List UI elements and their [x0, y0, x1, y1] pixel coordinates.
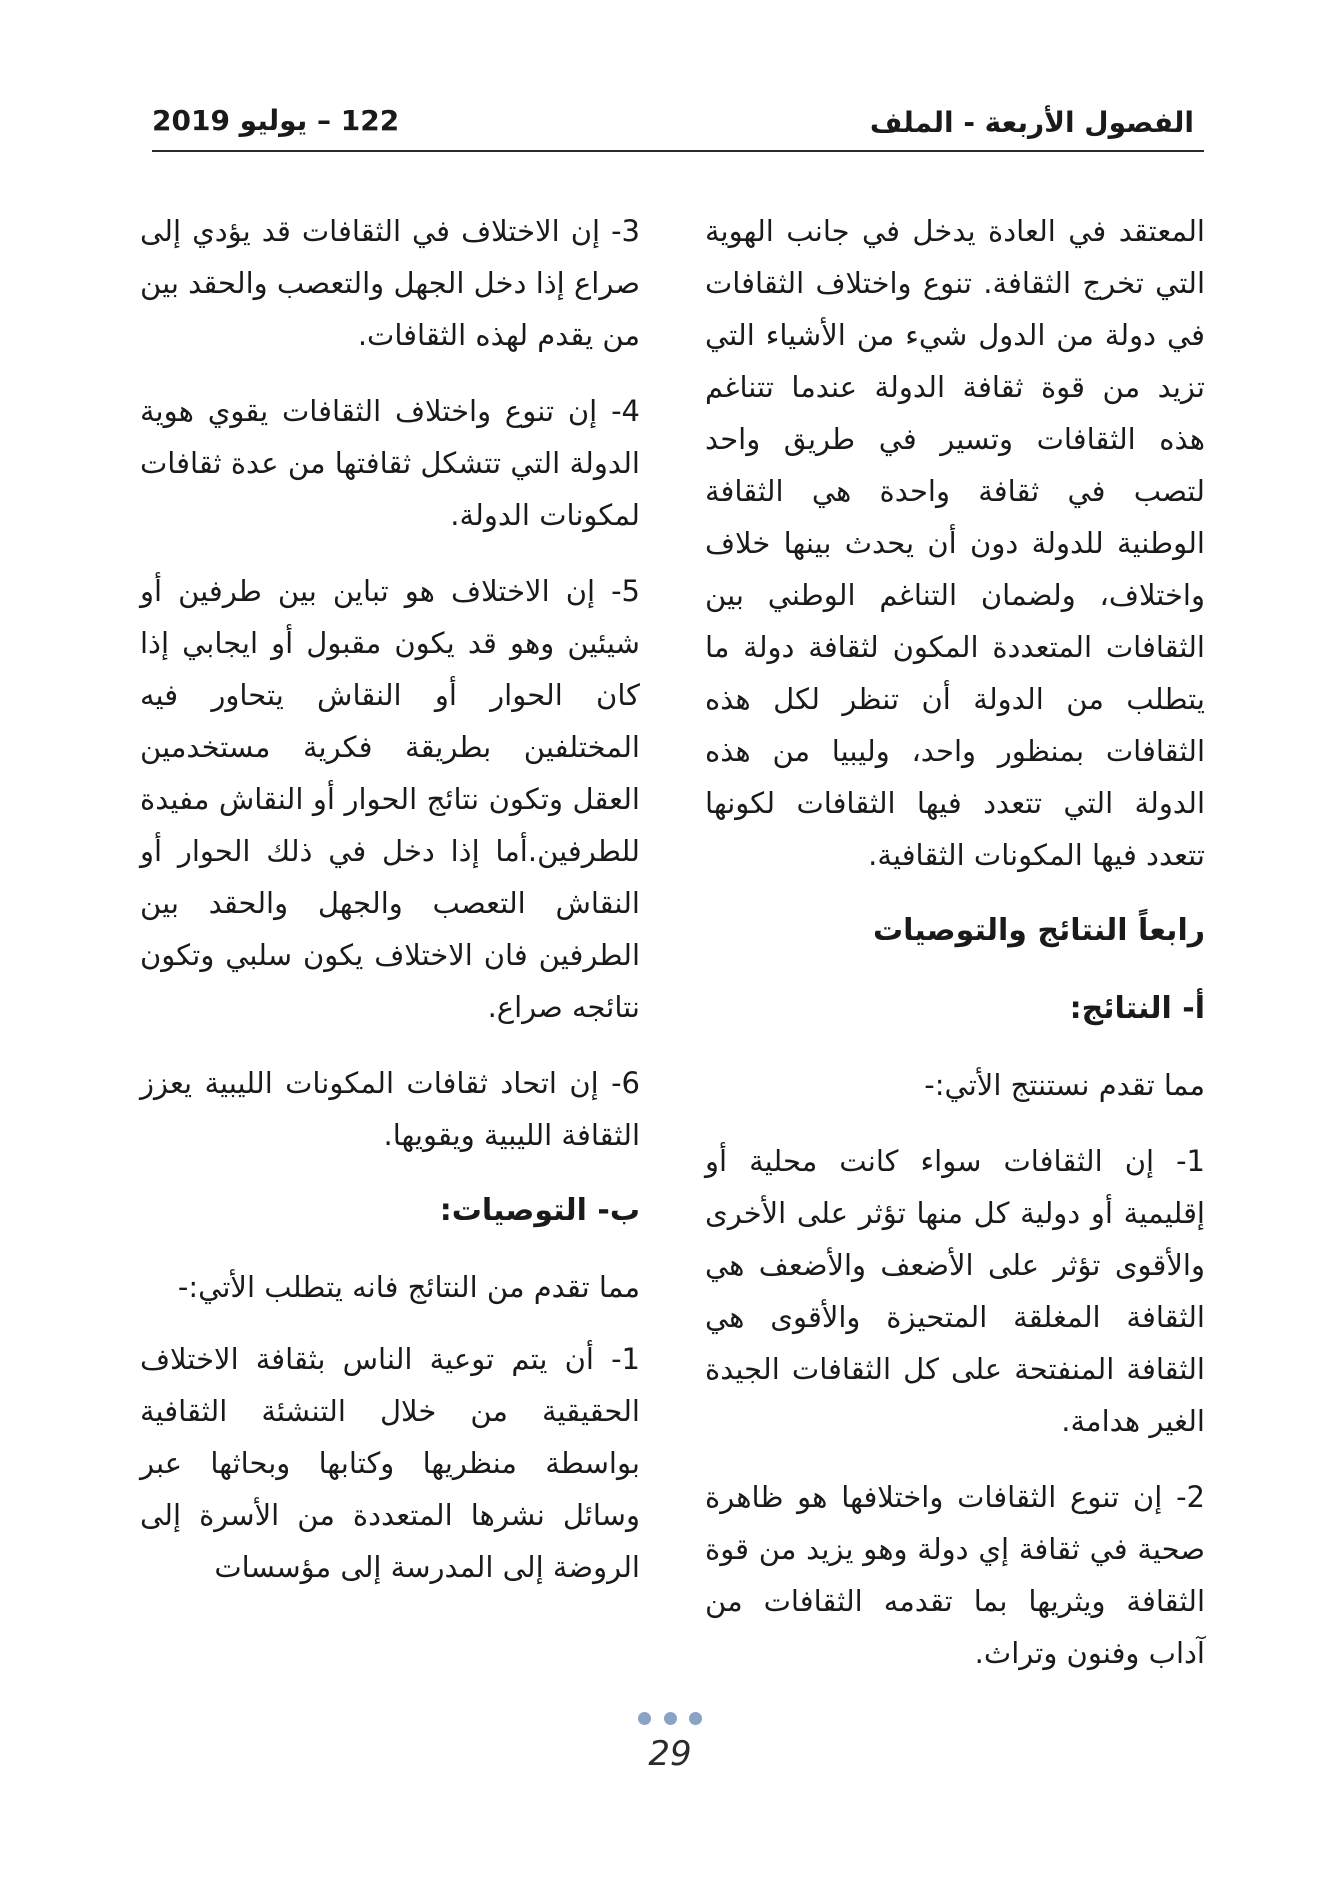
ornament-dot [689, 1712, 702, 1725]
journal-title: الفصول الأربعة - الملف [869, 106, 1194, 139]
ornament-dot [664, 1712, 677, 1725]
intro-paragraph: المعتقد في العادة يدخل في جانب الهوية التي تخرج الثقافة. تنوع واختلاف الثقافات في دولة من الدول شيء من الأشياء التي تزيد من قوة ثقافة الدولة عندما تتناغم هذه الثقافات وتسير في طريق واحد لتصب في ثقافة واحدة هي الثقافة الوطنية للدولة دون أن يحدث بينها خلاف واختلاف، ولضمان التناغم الوطني بين الثقافات المتعددة المكون لثقافة دولة ما يتطلب من الدولة أن تنظر لكل هذه الثقافات بمنظور واحد، وليبيا من هذه الدولة التي تتعدد فيها الثقافات لكونها تتعدد فيها المكونات الثقافية. [705, 214, 1205, 872]
result-item: 5- إن الاختلاف هو تباين بين طرفين أو شيئين وهو قد يكون مقبول أو ايجابي إذا كان الحوار أو النقاش يتحاور فيه المختلفين بطريقة فكرية مستخدمين العقل وتكون نتائج الحوار أو النقاش مفيدة للطرفين.أما إذا دخل في ذلك الحوار أو النقاش التعصب والجهل والحقد بين الطرفين فان الاختلاف يكون سلبي وتكون نتائجه صراع. [140, 574, 640, 1024]
page-header [152, 98, 1204, 152]
result-item: 6- إن اتحاد ثقافات المكونات الليبية يعزز الثقافة الليبية ويقويها. [140, 1066, 640, 1152]
recommendations-heading: ب- التوصيات: [439, 1193, 640, 1228]
result-item: 1- إن الثقافات سواء كانت محلية أو إقليمية أو دولية كل منها تؤثر على الأخرى والأقوى تؤثر على الأضعف والأضعف هي الثقافة المغلقة المتحيزة والأقوى هي الثقافة المنفتحة على كل الثقافات الجيدة الغير هدامة. [705, 1144, 1205, 1438]
results-heading: أ- النتائج: [1069, 991, 1205, 1026]
ornament-dot [638, 1712, 651, 1725]
result-item: 4- إن تنوع واختلاف الثقافات يقوي هوية الدولة التي تتشكل ثقافتها من عدة ثقافات لمكونات الدولة. [140, 394, 640, 532]
recommendation-item: 1- أن يتم توعية الناس بثقافة الاختلاف الحقيقية من خلال التنشئة الثقافية بواسطة منظريها وكتابها وبحاثها عبر وسائل نشرها المتعددة من الأسرة إلى الروضة إلى المدرسة إلى مؤسسات [140, 1342, 640, 1584]
result-item: 3- إن الاختلاف في الثقافات قد يؤدي إلى صراع إذا دخل الجهل والتعصب والحقد بين من يقدم لهذه الثقافات. [140, 214, 640, 352]
right-column [705, 205, 1205, 1703]
recommendations-lead: مما تقدم من النتائج فانه يتطلب الأتي:- [177, 1270, 640, 1304]
results-lead: مما تقدم نستنتج الأتي:- [924, 1068, 1205, 1102]
page-ornament-dots [638, 1712, 702, 1726]
issue-label: 122 – يوليو 2019 [152, 104, 400, 137]
left-column [140, 205, 640, 1617]
page-number: 29 [648, 1734, 692, 1774]
section-heading: رابعاً النتائج والتوصيات [873, 913, 1205, 948]
result-item: 2- إن تنوع الثقافات واختلافها هو ظاهرة صحية في ثقافة إي دولة وهو يزيد من قوة الثقافة ويثريها بما تقدمه الثقافات من آداب وفنون وتراث. [705, 1480, 1205, 1670]
